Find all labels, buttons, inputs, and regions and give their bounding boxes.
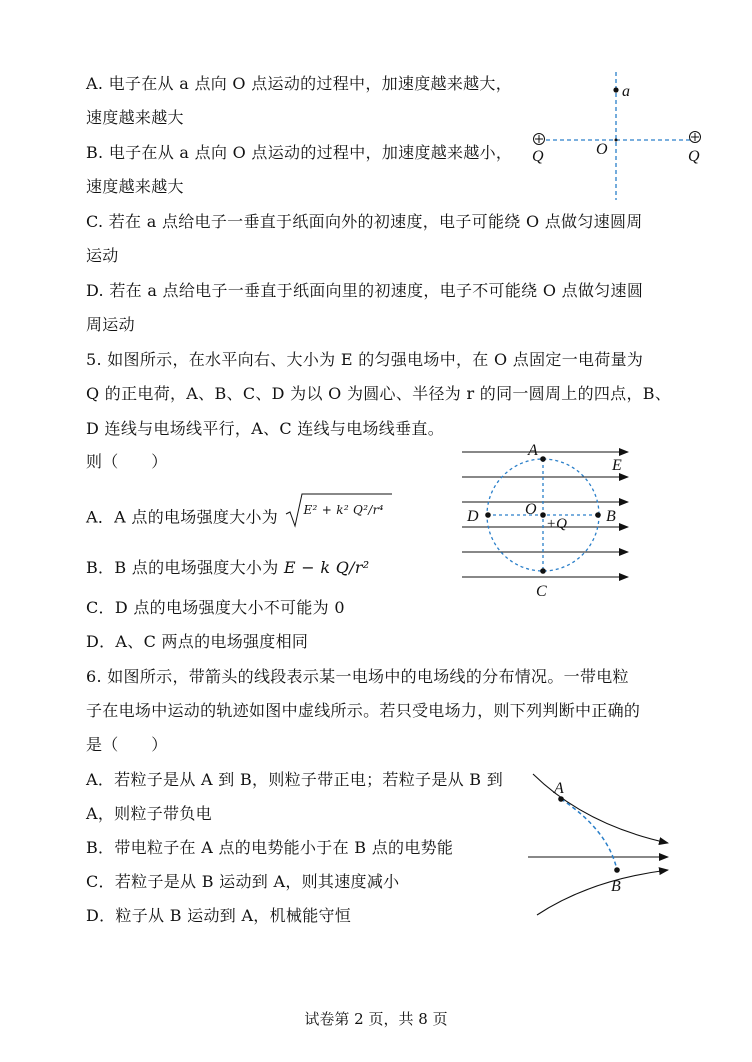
q6-option-b: B．带电粒子在 A 点的电势能小于在 B 点的电势能 (86, 838, 454, 857)
q5-label-d: D (467, 508, 479, 525)
q4-option-b-line1: B. 电子在从 a 点向 O 点运动的过程中，加速度越来越小， (86, 143, 513, 162)
q5-option-b-prefix: B．B 点的电场强度大小为 (86, 558, 279, 577)
q6-option-c: C．若粒子是从 B 运动到 A，则其速度减小 (86, 872, 400, 891)
q5-label-o: O (525, 501, 537, 518)
q6-point-a (558, 796, 564, 802)
q6-stem-line1: 6. 如图所示，带箭头的线段表示某一电场中的电场线的分布情况。一带电粒 (86, 667, 629, 686)
q6-stem-line3: 是（ ） (86, 735, 168, 754)
page-footer: 试卷第 2 页，共 8 页 (304, 1010, 448, 1028)
q5-option-b-formula: E − k Q/r² (283, 558, 370, 577)
field-line-lower (537, 870, 668, 915)
q4-option-a-line2: 速度越来越大 (86, 108, 184, 127)
q6-label-a: A (554, 780, 564, 797)
q5-stem-line3: D 连线与电场线平行，A、C 连线与电场线垂直。 (86, 419, 444, 438)
q5-label-b: B (606, 508, 616, 525)
q4-option-a-line1: A. 电子在从 a 点向 O 点运动的过程中，加速度越来越大， (86, 74, 513, 93)
q5-label-c: C (536, 583, 547, 600)
q4-label-o: O (596, 141, 608, 158)
q4-option-c-line1: C. 若在 a 点给电子一垂直于纸面向外的初速度，电子可能绕 O 点做匀速圆周 (86, 212, 643, 231)
q6-option-a-line2: A，则粒子带负电 (86, 804, 212, 823)
q5-option-c: C．D 点的电场强度大小不可能为 0 (86, 598, 345, 617)
q6-stem-line2: 子在电场中运动的轨迹如图中虚线所示。若只受电场力，则下列判断中正确的 (86, 701, 641, 720)
q6-label-b: B (611, 878, 621, 895)
q5-label-a: A (528, 442, 538, 459)
q4-option-d-line2: 周运动 (86, 315, 135, 334)
q4-label-q-left: Q (532, 148, 544, 165)
q6-trajectory-dashed (561, 799, 617, 870)
q5-label-e: E (612, 457, 622, 474)
q4-option-d-line1: D. 若在 a 点给电子一垂直于纸面向里的初速度，电子不可能绕 O 点做匀速圆 (86, 281, 644, 300)
q5-label-q: +Q (546, 516, 567, 532)
q4-option-c-line2: 运动 (86, 246, 119, 265)
q4-label-q-right: Q (688, 148, 700, 165)
q5-option-a-prefix: A．A 点的电场强度大小为 (86, 507, 279, 527)
q6-field-lines (528, 774, 668, 915)
q5-stem-line2: Q 的正电荷，A、B、C、D 为以 O 为圆心、半径为 r 的同一圆周上的四点，B、 (86, 384, 672, 403)
q4-label-a: a (622, 83, 630, 100)
q5-option-a-formula: E² + k² Q²/r⁴ (284, 492, 394, 528)
q5-stem-line4: 则（ ） (86, 452, 168, 471)
q5-stem-line1: 5. 如图所示，在水平向右、大小为 E 的匀强电场中，在 O 点固定一电荷量为 (86, 350, 644, 369)
q6-point-b (614, 867, 620, 873)
q4-option-b-line2: 速度越来越大 (86, 177, 184, 196)
q6-option-a-line1: A．若粒子是从 A 到 B，则粒子带正电；若粒子是从 B 到 (86, 770, 504, 789)
q5-option-d: D．A、C 两点的电场强度相同 (86, 632, 309, 651)
q6-option-d: D．粒子从 B 运动到 A，机械能守恒 (86, 906, 352, 925)
